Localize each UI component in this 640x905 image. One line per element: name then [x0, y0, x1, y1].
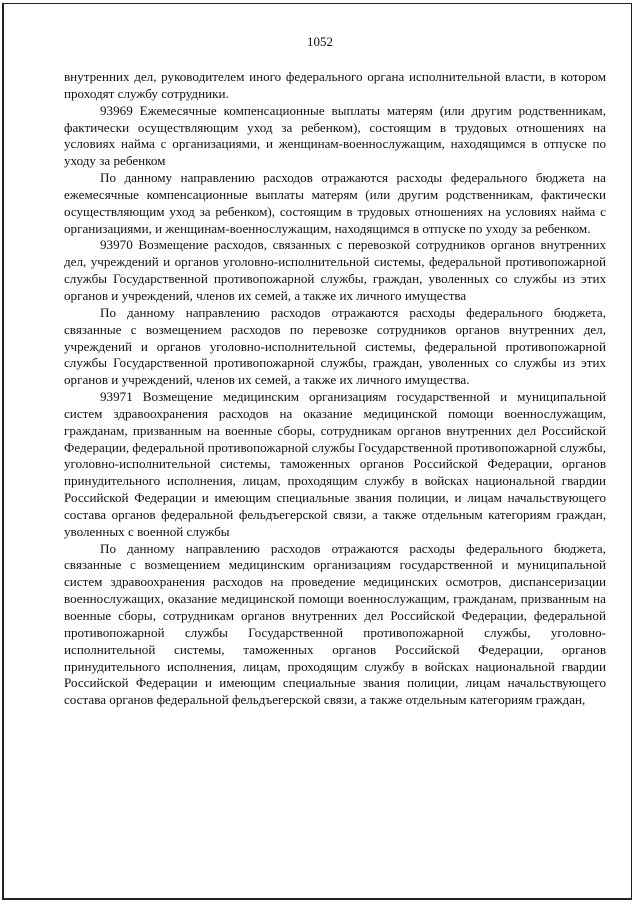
paragraph-93970-description: По данному направлению расходов отражаются расходы федерального бюджета, связанные с возмещением расходов по перевозке сотрудников органов внутренних дел, учреждений и органов уголовно-исполнительной системы, федеральной противопожарной службы Государственной противопожарной службы, граждан, уволенных со службы из этих органов и учреждений, членов их семей, а также их личного имущества.: [64, 304, 606, 388]
paragraph-93969-heading: 93969 Ежемесячные компенсационные выплаты матерям (или другим родственникам, фактически осуществляющим уход за ребенком), состоящим в трудовых отношениях на условиях найма с организациями, и женщинам-военнослужащим, находящимся в отпуске по уходу за ребенком: [64, 102, 606, 169]
page-number: 1052: [307, 34, 333, 49]
paragraph-93971-heading: 93971 Возмещение медицинским организациям государственной и муниципальной систем здравоохранения расходов на оказание медицинской помощи военнослужащим, гражданам, призванным на военные сборы, сотрудникам органов внутренних дел Российской Федерации, федеральной противопожарной службы Государственной противопожарной службы, уголовно-исполнительной системы, таможенных органов Российской Федерации, органов принудительного исполнения, лицам, проходящим службу в войсках национальной гвардии Российской Федерации и имеющим специальные звания полиции, и лицам начальствующего состава органов федеральной фельдъегерской связи, а также отдельным категориям граждан, уволенных с военной службы: [64, 389, 606, 539]
paragraph-93969-description: По данному направлению расходов отражаются расходы федерального бюджета на ежемесячные компенсационные выплаты матерям (или другим родственникам, фактически осуществляющим уход за ребенком), состоящим в трудовых отношениях на условиях найма с организациями, и женщинам-военнослужащим, находящимся в отпуске по уходу за ребенком.: [64, 170, 606, 236]
document-body: [64, 69, 606, 709]
paragraph-93971-description: По данному направлению расходов отражаются расходы федерального бюджета, связанные с возмещением медицинским организациям государственной и муниципальной систем здравоохранения расходов на проведение медицинских осмотров, диспансеризации военнослужащих, оказание медицинской помощи военнослужащим, гражданам, призванным на военные сборы, сотрудникам органов внутренних дел Российской Федерации, федеральной противопожарной службы Государственной противопожарной службы, уголовно-исполнительной системы, таможенных органов Российской Федерации, органов принудительного исполнения, лицам, проходящим службу в войсках национальной гвардии Российской Федерации и имеющим специальные звания полиции, лицам начальствующего состава органов федеральной фельдъегерской связи, а также отдельным категориям граждан,: [64, 540, 606, 708]
paragraph-continuation: внутренних дел, руководителем иного федерального органа исполнительной власти, в котором проходят службу сотрудники.: [64, 69, 606, 101]
paragraph-93970-heading: 93970 Возмещение расходов, связанных с перевозкой сотрудников органов внутренних дел, учреждений и органов уголовно-исполнительной системы, федеральной противопожарной службы Государственной противопожарной службы, граждан, уволенных со службы из этих органов и учреждений, членов их семей, а также их личного имущества: [64, 237, 606, 303]
